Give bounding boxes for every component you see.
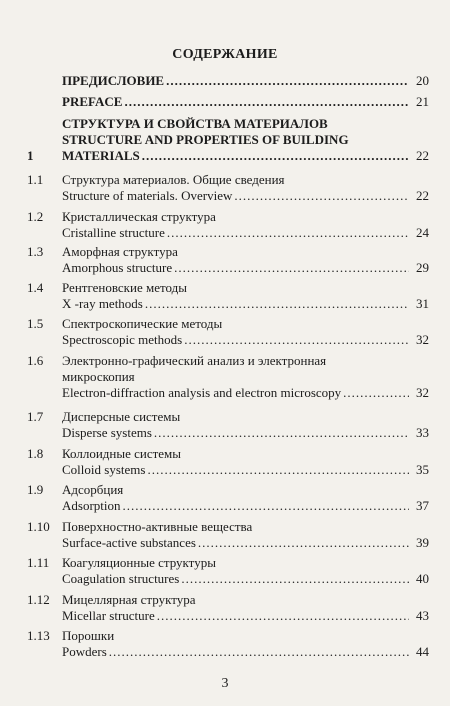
dot-leader bbox=[181, 571, 409, 587]
toc-entry-page: 24 bbox=[416, 225, 429, 240]
toc-entry-text: Коагуляционные структуры bbox=[62, 555, 216, 570]
dot-leader bbox=[154, 425, 409, 441]
toc-entry-page: 32 bbox=[416, 332, 429, 347]
dot-leader bbox=[343, 385, 409, 401]
toc-entry-number: 1.13 bbox=[27, 628, 50, 643]
toc-entry-text: Spectroscopic methods bbox=[62, 332, 183, 347]
toc-entry-text: Disperse systems bbox=[62, 425, 152, 440]
dot-leader bbox=[234, 188, 409, 204]
toc-entry-number: 1.10 bbox=[27, 519, 50, 534]
toc-entry-line bbox=[62, 209, 429, 225]
toc-entry-line bbox=[62, 172, 429, 188]
toc-entry-page: 37 bbox=[416, 498, 429, 513]
toc-entry-line bbox=[62, 260, 429, 276]
toc-entry-text: Электронно-графический анализ и электронная bbox=[62, 353, 327, 368]
toc-entry-text: Cristalline structure bbox=[62, 225, 165, 240]
toc-entry-text: Micellar structure bbox=[62, 608, 155, 623]
dot-leader bbox=[174, 260, 409, 276]
toc-entry-line bbox=[62, 385, 429, 401]
toc-entry-number: 1.4 bbox=[27, 280, 44, 295]
toc-entry-content bbox=[62, 73, 429, 89]
toc-entry-text: MATERIALS bbox=[62, 148, 140, 163]
toc-entry-number: 1.3 bbox=[27, 244, 44, 259]
toc-title: СОДЕРЖАНИЕ bbox=[172, 47, 278, 62]
toc-entry-content bbox=[62, 592, 429, 624]
toc-entry-content bbox=[62, 244, 429, 276]
toc-entry-content bbox=[62, 209, 429, 241]
dot-leader bbox=[167, 225, 409, 241]
toc-entry-page: 31 bbox=[416, 296, 429, 311]
toc-entry-line bbox=[62, 280, 429, 296]
dot-leader bbox=[145, 296, 409, 312]
toc-entry-page: 35 bbox=[416, 462, 429, 477]
toc-entry-page: 39 bbox=[416, 535, 429, 550]
toc-entry-line bbox=[62, 409, 429, 425]
toc-entry-text: микроскопия bbox=[62, 369, 135, 384]
toc-entry-content bbox=[62, 446, 429, 478]
toc-entry-number: 1.7 bbox=[27, 409, 44, 424]
toc-entry-text: Адсорбция bbox=[62, 482, 124, 497]
toc-entry-line bbox=[62, 188, 429, 204]
dot-leader bbox=[147, 462, 409, 478]
toc-entry-text: Electron-diffraction analysis and electron microscopy bbox=[62, 385, 342, 400]
dot-leader bbox=[109, 644, 409, 660]
toc-entry-content bbox=[62, 519, 429, 551]
toc-entry-line bbox=[62, 148, 429, 164]
toc-entry-text: Дисперсные системы bbox=[62, 409, 181, 424]
toc-entry-number: 1 bbox=[27, 148, 34, 163]
toc-entry-page: 29 bbox=[416, 260, 429, 275]
toc-entry-line bbox=[62, 482, 429, 498]
dot-leader bbox=[157, 608, 409, 624]
toc-entry-content bbox=[62, 316, 429, 348]
toc-entry-line bbox=[62, 498, 429, 514]
toc-entry-content bbox=[62, 482, 429, 514]
toc-entry-line bbox=[62, 94, 429, 110]
page-number: 3 bbox=[221, 676, 229, 691]
toc-entry-content bbox=[62, 116, 429, 164]
toc-entry-text: PREFACE bbox=[62, 94, 123, 109]
dot-leader bbox=[184, 332, 409, 348]
toc-entry-line bbox=[62, 519, 429, 535]
toc-entry-line bbox=[62, 132, 429, 148]
dot-leader bbox=[123, 498, 410, 514]
toc-entry-text: Surface-active substances bbox=[62, 535, 196, 550]
toc-entry-content bbox=[62, 172, 429, 204]
toc-entry-text: Кристаллическая структура bbox=[62, 209, 216, 224]
toc-entry-text: Спектроскопические методы bbox=[62, 316, 223, 331]
toc-entry-line bbox=[62, 332, 429, 348]
toc-entry-page: 33 bbox=[416, 425, 429, 440]
toc-entry-line bbox=[62, 316, 429, 332]
toc-entry-content bbox=[62, 628, 429, 660]
toc-entry-line bbox=[62, 446, 429, 462]
toc-entry-page: 22 bbox=[416, 188, 429, 203]
toc-entry-page: 21 bbox=[416, 94, 429, 109]
toc-entry-content bbox=[62, 280, 429, 312]
toc-entry-content bbox=[62, 555, 429, 587]
toc-entry-content bbox=[62, 353, 429, 401]
toc-entry-text: СТРУКТУРА И СВОЙСТВА МАТЕРИАЛОВ bbox=[62, 116, 328, 131]
toc-entry-line bbox=[62, 225, 429, 241]
toc-entry-line bbox=[62, 535, 429, 551]
toc-entry-line bbox=[62, 296, 429, 312]
toc-entry-line bbox=[62, 608, 429, 624]
toc-entry-number: 1.6 bbox=[27, 353, 44, 368]
toc-entry-text: ПРЕДИСЛОВИЕ bbox=[62, 73, 165, 88]
toc-entry-content bbox=[62, 94, 429, 110]
toc-entry-line bbox=[62, 369, 429, 385]
dot-leader bbox=[166, 73, 409, 89]
toc-entry-text: Adsorption bbox=[62, 498, 121, 513]
toc-entry-text: Структура материалов. Общие сведения bbox=[62, 172, 285, 187]
toc-entry-page: 40 bbox=[416, 571, 429, 586]
toc-entry-number: 1.1 bbox=[27, 172, 44, 187]
toc-entry-line bbox=[62, 571, 429, 587]
toc-entry-number: 1.11 bbox=[27, 555, 50, 570]
toc-entry-number: 1.2 bbox=[27, 209, 44, 224]
toc-entry-line bbox=[62, 628, 429, 644]
toc-entry-text: STRUCTURE AND PROPERTIES OF BUILDING bbox=[62, 132, 349, 147]
toc-entry-text: Colloid systems bbox=[62, 462, 146, 477]
toc-entry-page: 20 bbox=[416, 73, 429, 88]
toc-entry-number: 1.5 bbox=[27, 316, 44, 331]
toc-entry-page: 44 bbox=[416, 644, 429, 659]
toc-entry-line bbox=[62, 592, 429, 608]
toc-entry-line bbox=[62, 116, 429, 132]
toc-entry-line bbox=[62, 244, 429, 260]
toc-entry-number: 1.9 bbox=[27, 482, 44, 497]
dot-leader bbox=[198, 535, 409, 551]
toc-entry-text: Аморфная структура bbox=[62, 244, 178, 259]
toc-entry-text: Рентгеновские методы bbox=[62, 280, 187, 295]
toc-entry-number: 1.12 bbox=[27, 592, 50, 607]
toc-entry-line bbox=[62, 462, 429, 478]
toc-entry-line bbox=[62, 425, 429, 441]
dot-leader bbox=[142, 148, 409, 164]
toc-entry-text: Мицеллярная структура bbox=[62, 592, 196, 607]
toc-entry-text: Coagulation structures bbox=[62, 571, 180, 586]
toc-entry-text: X -ray methods bbox=[62, 296, 143, 311]
toc-entry-text: Powders bbox=[62, 644, 107, 659]
toc-entry-page: 22 bbox=[416, 148, 429, 163]
toc-entry-line bbox=[62, 353, 429, 369]
toc-entry-line bbox=[62, 73, 429, 89]
toc-entry-text: Коллоидные системы bbox=[62, 446, 182, 461]
toc-entry-number: 1.8 bbox=[27, 446, 44, 461]
toc-entry-text: Structure of materials. Overview bbox=[62, 188, 233, 203]
toc-entry-text: Amorphous structure bbox=[62, 260, 173, 275]
toc-entry-text: Поверхностно-активные вещества bbox=[62, 519, 253, 534]
toc-entry-page: 32 bbox=[416, 385, 429, 400]
toc-entry-text: Порошки bbox=[62, 628, 115, 643]
dot-leader bbox=[124, 94, 409, 110]
toc-entry-page: 43 bbox=[416, 608, 429, 623]
toc-entry-content bbox=[62, 409, 429, 441]
toc-entry-line bbox=[62, 644, 429, 660]
toc-entry-line bbox=[62, 555, 429, 571]
